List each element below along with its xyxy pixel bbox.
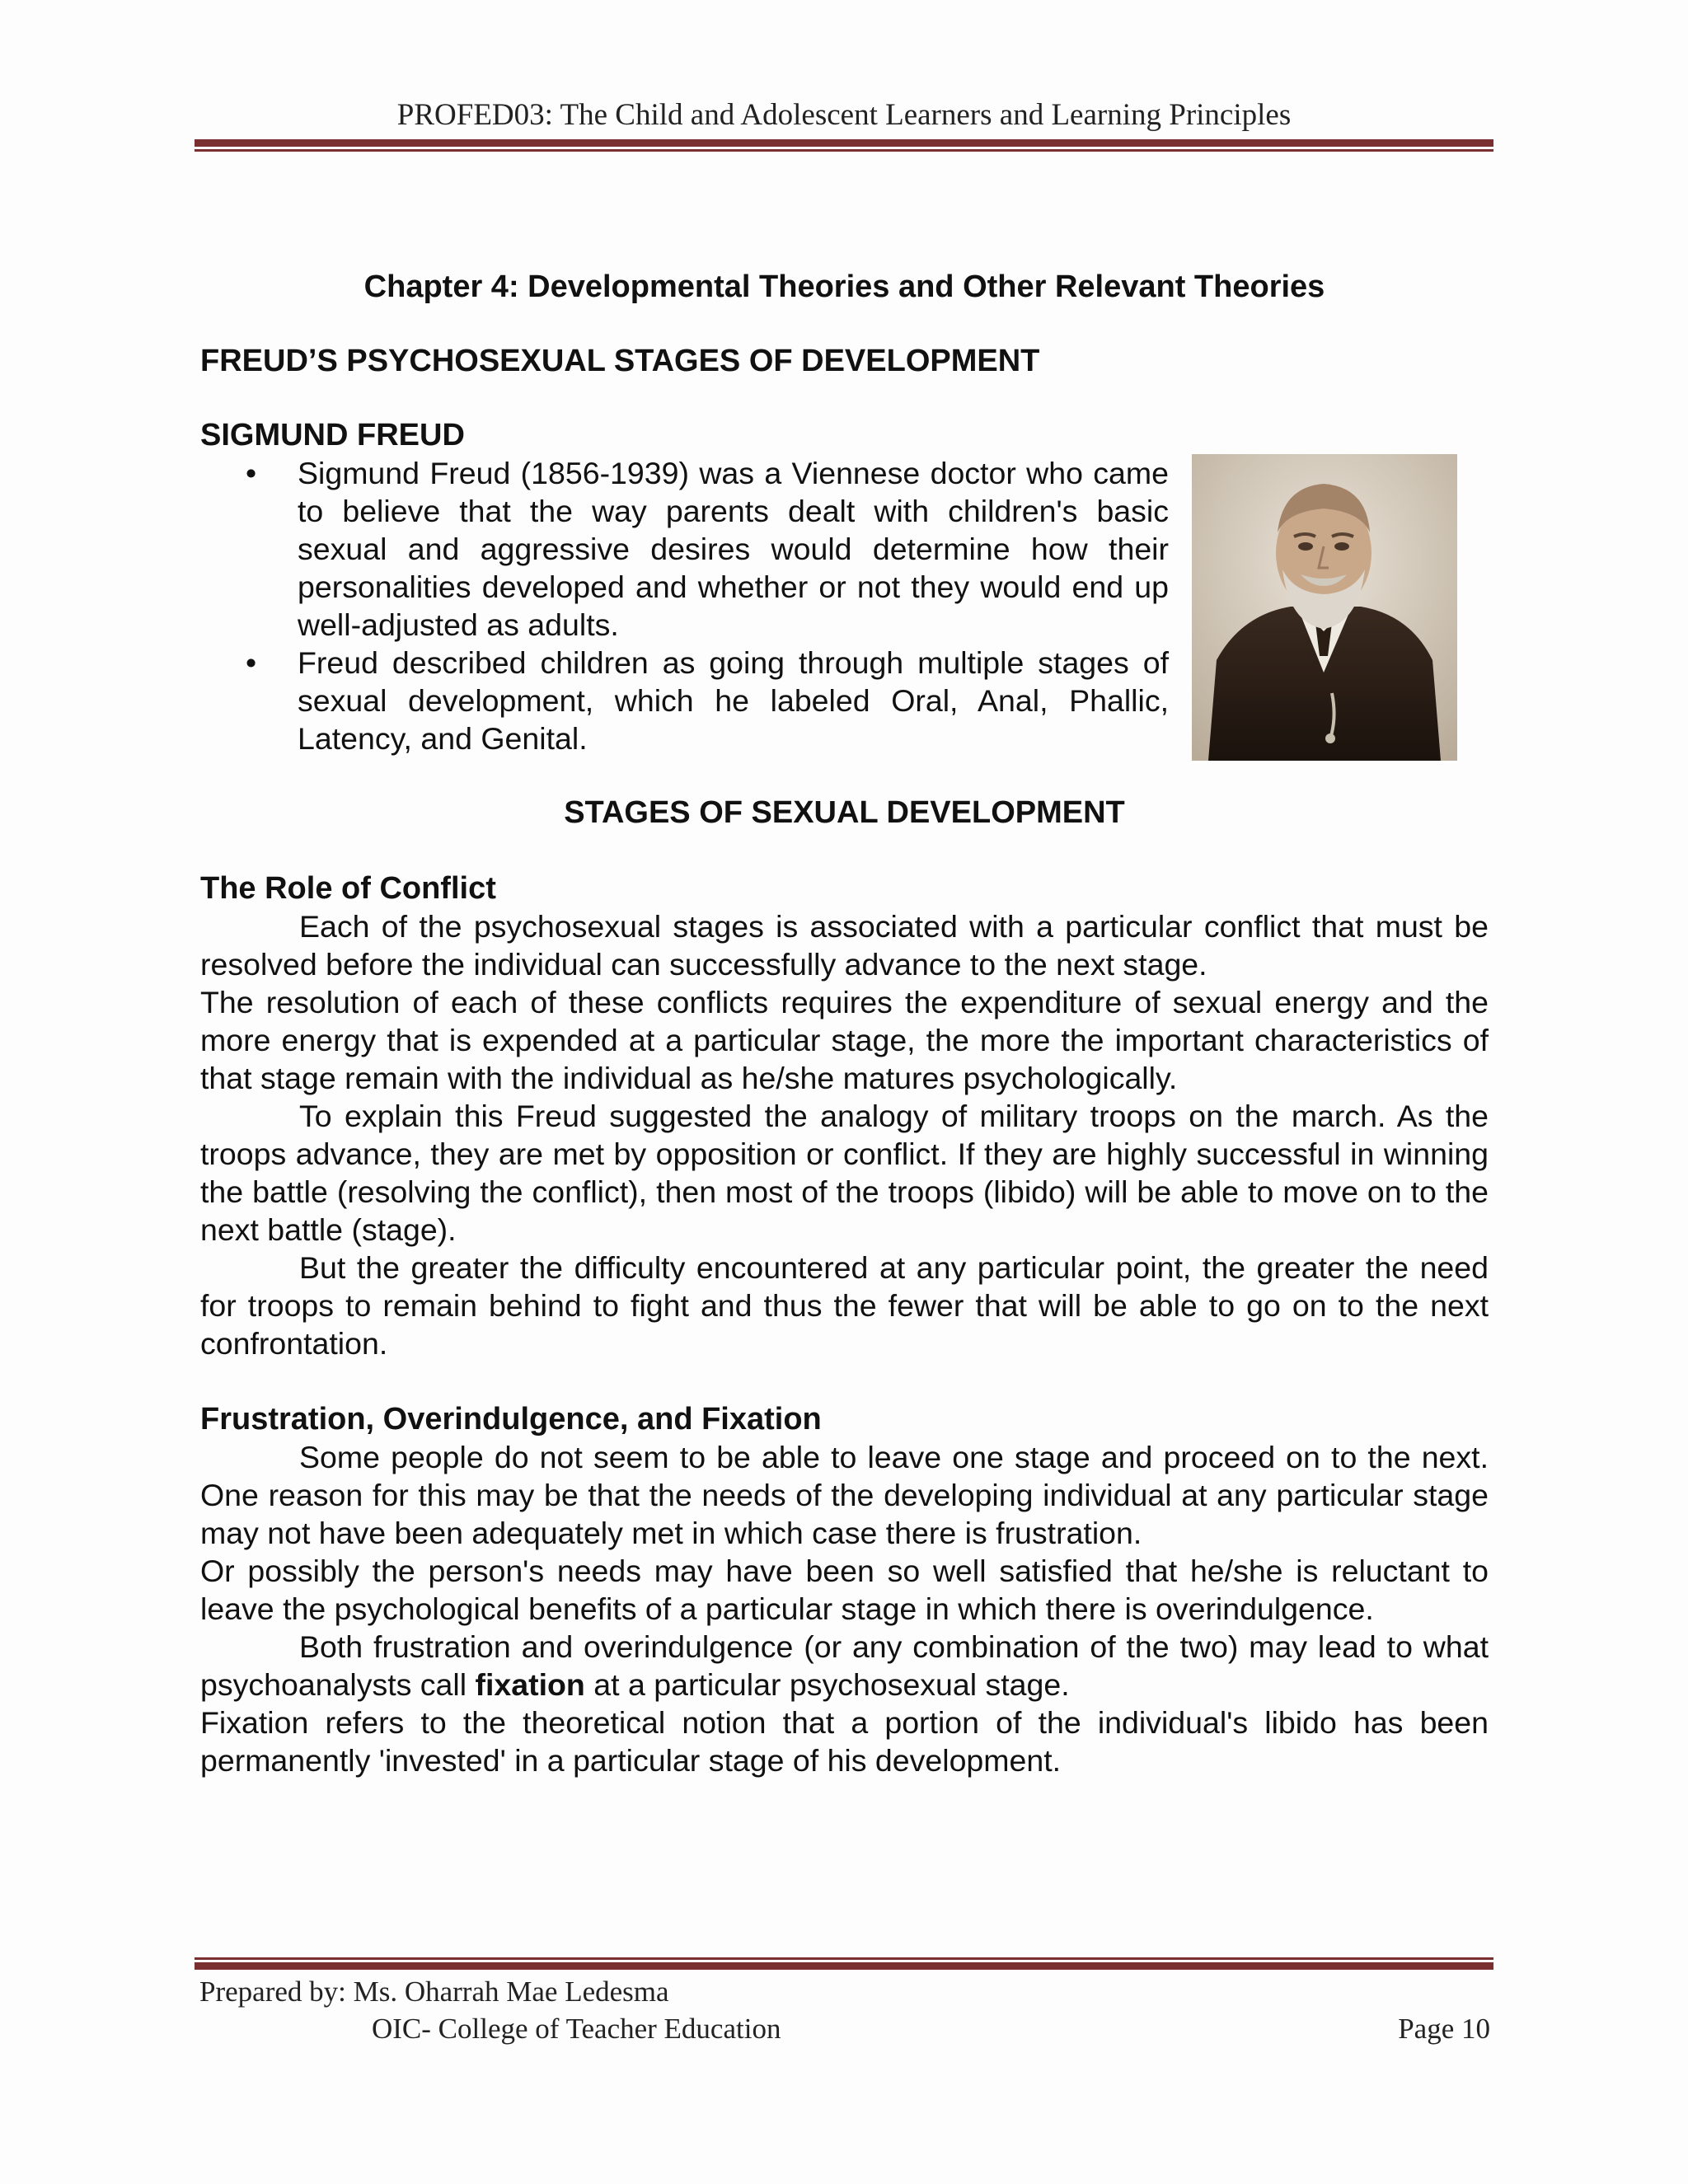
frustration-heading: Frustration, Overindulgence, and Fixation bbox=[200, 1402, 822, 1436]
fixation-lead-text: Both frustration and overindulgence (or any combination of the two) may lead to what psychoanalysts call bbox=[200, 1629, 1489, 1702]
bio-bullet-text: Freud described children as going through multiple stages of sexual development, which he labeled Oral, Anal, Phallic, Latency, and Genital. bbox=[298, 645, 1169, 756]
list-item bbox=[200, 644, 1169, 757]
header-rule-thick bbox=[195, 139, 1493, 147]
footer-office: OIC- College of Teacher Education bbox=[372, 2013, 781, 2045]
page-number: Page 10 bbox=[1398, 2013, 1490, 2045]
running-header: PROFED03: The Child and Adolescent Learners and Learning Principles bbox=[396, 98, 1292, 132]
section-heading: FREUD’S PSYCHOSEXUAL STAGES OF DEVELOPMENT bbox=[200, 344, 1040, 378]
footer-rule-thin bbox=[195, 1957, 1493, 1960]
frustration-paragraph-4: Fixation refers to the theoretical notion that a portion of the individual's libido has been permanently 'invested' in a particular stage of his development. bbox=[200, 1705, 1489, 1778]
frustration-paragraph-2: Or possibly the person's needs may have been so well satisfied that he/she is reluctant to leave the psychological benefits of a particular stage in which there is overindulgence. bbox=[200, 1554, 1489, 1626]
fixation-trail-text: at a particular psychosexual stage. bbox=[584, 1667, 1070, 1702]
frustration-paragraph-1: Some people do not seem to be able to leave one stage and proceed on to the next. One reason for this may be that the needs of the developing individual at any particular stage may not have been adequately met in which case there is frustration. bbox=[200, 1440, 1489, 1550]
header-rule-thin bbox=[195, 149, 1493, 152]
bio-bullet-text: Sigmund Freud (1856-1939) was a Viennese doctor who came to believe that the way parents dealt with children's basic sexual and aggressive desires would determine how their personalities developed and whether or not they would end up well-adjusted as adults. bbox=[298, 456, 1169, 642]
spacer bbox=[200, 1362, 1489, 1400]
bullet-icon: • bbox=[246, 456, 257, 490]
bullet-icon: • bbox=[246, 645, 257, 680]
bio-block bbox=[200, 454, 1489, 757]
footer-prepared-by: Prepared by: Ms. Oharrah Mae Ledesma bbox=[199, 1975, 669, 2008]
conflict-paragraph-2: The resolution of each of these conflicts requires the expenditure of sexual energy and the more energy that is expended at a particular stage, the more the important characteristics of that stage remain with the individual as he/she matures psychologically. bbox=[200, 985, 1489, 1095]
frustration-paragraph-3 bbox=[200, 1628, 1489, 1704]
conflict-paragraph-1: Each of the psychosexual stages is associated with a particular conflict that must be resolved before the individual can successfully advance to the next stage. bbox=[200, 909, 1489, 982]
page-content bbox=[200, 268, 1489, 1779]
footer-rule-thick bbox=[195, 1962, 1493, 1970]
fixation-term: fixation bbox=[475, 1667, 585, 1702]
conflict-paragraph-3: To explain this Freud suggested the analogy of military troops on the march. As the troops advance, they are met by opposition or conflict. If they are highly successful in winning the battle (resolving the conflict), then most of the troops (libido) will be able to move on to the next battle (stage). bbox=[200, 1099, 1489, 1247]
bio-heading: SIGMUND FREUD bbox=[200, 418, 465, 452]
bio-bullet-list bbox=[200, 454, 1169, 757]
portrait-icon bbox=[1192, 454, 1457, 761]
list-item bbox=[200, 454, 1169, 644]
chapter-title: Chapter 4: Developmental Theories and Other Relevant Theories bbox=[363, 269, 1325, 304]
conflict-heading: The Role of Conflict bbox=[200, 871, 496, 906]
stages-heading: STAGES OF SEXUAL DEVELOPMENT bbox=[564, 795, 1125, 830]
conflict-paragraph-4: But the greater the difficulty encountered at any particular point, the greater the need for troops to remain behind to fight and thus the fewer that will be able to go on to the next confrontation. bbox=[200, 1250, 1489, 1361]
freud-portrait-photo bbox=[1192, 454, 1457, 761]
